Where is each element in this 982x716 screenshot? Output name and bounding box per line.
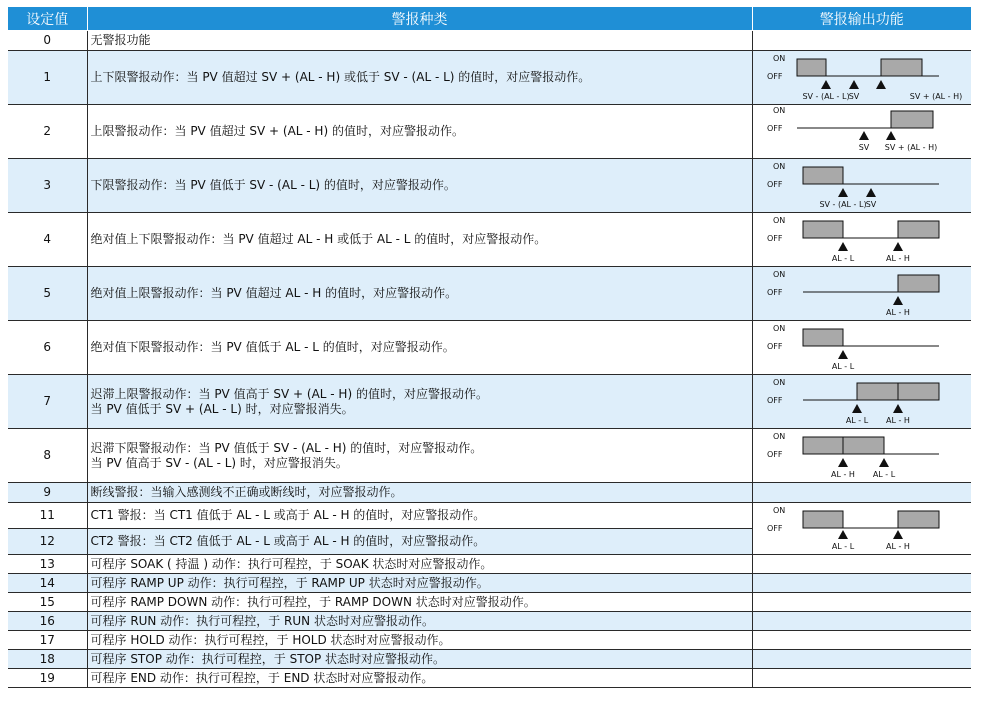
threshold-arrow-icon xyxy=(893,242,903,251)
alarm-output-function-cell xyxy=(752,555,971,574)
threshold-arrow-icon xyxy=(859,131,869,140)
on-state-block xyxy=(881,59,922,76)
alarm-output-function-cell xyxy=(752,375,971,429)
on-state-block xyxy=(803,511,843,528)
threshold-arrow-icon xyxy=(849,80,859,89)
off-label: OFF xyxy=(766,396,782,405)
setting-value-cell: 16 xyxy=(8,612,87,631)
table-row xyxy=(8,321,971,375)
alarm-output-diagram xyxy=(753,105,972,158)
table-row xyxy=(8,669,971,688)
alarm-description-line: 可程序 STOP 动作：执行可程控，于 STOP 状态时对应警报动作。 xyxy=(90,651,446,666)
threshold-label: SV - (AL - L) xyxy=(818,200,867,209)
alarm-description-line: 上下限警报动作：当 PV 值超过 SV + (AL - H) 或低于 SV - (AL - L) 的值时，对应警报动作。 xyxy=(90,70,591,84)
alarm-description-line: 可程序 RAMP DOWN 动作：执行可程控，于 RAMP DOWN 状态时对应警报动作。 xyxy=(90,594,536,609)
setting-value-cell: 5 xyxy=(8,267,87,321)
setting-value-cell: 8 xyxy=(8,429,87,483)
threshold-arrow-icon xyxy=(893,530,903,539)
threshold-arrow-icon xyxy=(821,80,831,89)
threshold-arrow-icon xyxy=(852,404,862,413)
on-label: ON xyxy=(772,432,785,441)
threshold-label: SV xyxy=(865,200,876,209)
header-alarm-type: 警报种类 xyxy=(87,7,752,31)
alarm-output-function-cell xyxy=(752,429,971,483)
threshold-label: SV - (AL - L) xyxy=(801,92,850,101)
alarm-type-cell xyxy=(87,51,752,105)
threshold-label: AL - L xyxy=(831,362,854,371)
table-row xyxy=(8,650,971,669)
alarm-table xyxy=(8,7,971,688)
alarm-output-function-cell xyxy=(752,105,971,159)
alarm-type-cell xyxy=(87,631,752,650)
threshold-label: AL - H xyxy=(885,308,910,317)
alarm-output-function-cell xyxy=(752,669,971,688)
on-state-block xyxy=(803,329,843,346)
table-row xyxy=(8,159,971,213)
table-row xyxy=(8,51,971,105)
threshold-label: SV xyxy=(858,143,869,152)
setting-value-cell: 14 xyxy=(8,574,87,593)
alarm-type-cell xyxy=(87,31,752,51)
threshold-arrow-icon xyxy=(879,458,889,467)
alarm-output-function-cell xyxy=(752,31,971,51)
alarm-type-cell xyxy=(87,650,752,669)
threshold-label: AL - L xyxy=(831,254,854,263)
alarm-output-function-cell xyxy=(752,650,971,669)
alarm-output-diagram xyxy=(753,429,972,482)
table-row xyxy=(8,631,971,650)
threshold-label: SV + (AL - H) xyxy=(909,92,962,101)
threshold-label: AL - H xyxy=(885,416,910,425)
table-row xyxy=(8,483,971,503)
off-label: OFF xyxy=(766,234,782,243)
threshold-arrow-icon xyxy=(893,404,903,413)
threshold-arrow-icon xyxy=(838,188,848,197)
on-label: ON xyxy=(772,216,785,225)
setting-value-cell: 12 xyxy=(8,529,87,555)
header-setting-value: 设定值 xyxy=(8,7,87,31)
threshold-arrow-icon xyxy=(838,530,848,539)
setting-value-cell: 18 xyxy=(8,650,87,669)
alarm-description-line: 断线警报：当输入感测线不正确或断线时，对应警报动作。 xyxy=(90,485,403,499)
alarm-type-cell xyxy=(87,267,752,321)
setting-value-cell: 19 xyxy=(8,669,87,688)
alarm-description-line: 绝对值上限警报动作：当 PV 值超过 AL - H 的值时，对应警报动作。 xyxy=(90,286,458,300)
alarm-output-diagram xyxy=(753,321,972,374)
threshold-arrow-icon xyxy=(876,80,886,89)
setting-value-cell: 17 xyxy=(8,631,87,650)
alarm-output-function-cell xyxy=(752,612,971,631)
alarm-output-diagram xyxy=(753,159,972,212)
on-state-block xyxy=(898,511,939,528)
alarm-output-diagram xyxy=(753,267,972,320)
alarm-type-cell xyxy=(87,574,752,593)
setting-value-cell: 1 xyxy=(8,51,87,105)
on-state-block xyxy=(898,221,939,238)
threshold-arrow-icon xyxy=(838,458,848,467)
alarm-type-cell xyxy=(87,529,752,555)
alarm-type-cell xyxy=(87,555,752,574)
alarm-output-function-cell xyxy=(752,159,971,213)
alarm-type-cell xyxy=(87,105,752,159)
table-row xyxy=(8,612,971,631)
header-alarm-output-function: 警报输出功能 xyxy=(752,7,971,31)
alarm-output-function-cell xyxy=(752,574,971,593)
table-header-row xyxy=(8,7,971,31)
on-state-block xyxy=(803,167,843,184)
threshold-arrow-icon xyxy=(838,350,848,359)
setting-value-cell: 2 xyxy=(8,105,87,159)
on-label: ON xyxy=(772,54,785,63)
alarm-output-function-cell xyxy=(752,267,971,321)
on-label: ON xyxy=(772,106,785,115)
alarm-description-line: 上限警报动作：当 PV 值超过 SV + (AL - H) 的值时，对应警报动作。 xyxy=(90,124,464,138)
threshold-label: SV xyxy=(848,92,859,101)
threshold-arrow-icon xyxy=(893,296,903,305)
threshold-label: AL - H xyxy=(885,542,910,551)
alarm-description-line: 绝对值下限警报动作：当 PV 值低于 AL - L 的值时，对应警报动作。 xyxy=(90,340,455,354)
setting-value-cell: 4 xyxy=(8,213,87,267)
on-label: ON xyxy=(772,506,785,515)
alarm-type-cell xyxy=(87,483,752,503)
threshold-arrow-icon xyxy=(886,131,896,140)
table-row xyxy=(8,267,971,321)
threshold-label: SV + (AL - H) xyxy=(884,143,937,152)
alarm-output-function-cell xyxy=(752,213,971,267)
setting-value-cell: 9 xyxy=(8,483,87,503)
off-label: OFF xyxy=(766,288,782,297)
setting-value-cell: 7 xyxy=(8,375,87,429)
alarm-description-line: 迟滞上限警报动作：当 PV 值高于 SV + (AL - H) 的值时，对应警报动作。 xyxy=(90,386,488,401)
alarm-description-line: CT1 警报：当 CT1 值低于 AL - L 或高于 AL - H 的值时，对应警报动作。 xyxy=(90,508,486,522)
threshold-label: AL - L xyxy=(872,470,895,479)
threshold-label: AL - L xyxy=(831,542,854,551)
alarm-description-line: 可程序 RUN 动作：执行可程控，于 RUN 状态时对应警报动作。 xyxy=(90,613,434,628)
off-label: OFF xyxy=(766,524,782,533)
alarm-output-function-cell xyxy=(752,593,971,612)
threshold-arrow-icon xyxy=(866,188,876,197)
setting-value-cell: 13 xyxy=(8,555,87,574)
table-row xyxy=(8,213,971,267)
table-row xyxy=(8,429,971,483)
alarm-output-diagram xyxy=(753,213,972,266)
setting-value-cell: 0 xyxy=(8,31,87,51)
alarm-type-cell xyxy=(87,503,752,529)
alarm-description-line: 可程序 RAMP UP 动作：执行可程控，于 RAMP UP 状态时对应警报动作。 xyxy=(90,575,489,590)
threshold-arrow-icon xyxy=(838,242,848,251)
alarm-output-function-cell xyxy=(752,503,971,555)
table-row xyxy=(8,593,971,612)
alarm-type-cell xyxy=(87,669,752,688)
alarm-type-cell xyxy=(87,429,752,483)
table-body xyxy=(8,31,971,688)
on-label: ON xyxy=(772,324,785,333)
table-row xyxy=(8,574,971,593)
alarm-type-cell xyxy=(87,375,752,429)
table-row xyxy=(8,503,971,529)
table-row xyxy=(8,31,971,51)
alarm-description-line: CT2 警报：当 CT2 值低于 AL - L 或高于 AL - H 的值时，对应警报动作。 xyxy=(90,534,486,548)
threshold-label: AL - L xyxy=(845,416,868,425)
off-label: OFF xyxy=(766,124,782,133)
off-label: OFF xyxy=(766,450,782,459)
setting-value-cell: 3 xyxy=(8,159,87,213)
table-row xyxy=(8,105,971,159)
alarm-output-diagram xyxy=(753,375,972,428)
alarm-description-line: 绝对值上下限警报动作：当 PV 值超过 AL - H 或低于 AL - L 的值时，对应警报动作。 xyxy=(90,232,547,246)
on-state-block xyxy=(898,275,939,292)
alarm-description-line: 可程序 SOAK ( 持温 ) 动作：执行可程控，于 SOAK 状态时对应警报动作。 xyxy=(90,556,493,571)
off-label: OFF xyxy=(766,180,782,189)
setting-value-cell: 15 xyxy=(8,593,87,612)
alarm-type-cell xyxy=(87,593,752,612)
on-state-block xyxy=(797,59,826,76)
setting-value-cell: 11 xyxy=(8,503,87,529)
table-row xyxy=(8,375,971,429)
threshold-label: AL - H xyxy=(885,254,910,263)
alarm-output-diagram xyxy=(753,503,972,554)
on-label: ON xyxy=(772,270,785,279)
alarm-output-function-cell xyxy=(752,51,971,105)
alarm-output-function-cell xyxy=(752,321,971,375)
on-label: ON xyxy=(772,162,785,171)
off-label: OFF xyxy=(766,342,782,351)
alarm-description-line: 可程序 END 动作：执行可程控，于 END 状态时对应警报动作。 xyxy=(90,670,434,685)
alarm-type-cell xyxy=(87,321,752,375)
alarm-type-cell xyxy=(87,213,752,267)
alarm-output-diagram xyxy=(753,51,972,104)
table-row xyxy=(8,555,971,574)
on-state-block xyxy=(891,111,933,128)
alarm-type-cell xyxy=(87,159,752,213)
alarm-description-line: 当 PV 值低于 SV + (AL - L) 时，对应警报消失。 xyxy=(90,401,354,416)
on-label: ON xyxy=(772,378,785,387)
alarm-description-line: 当 PV 值高于 SV - (AL - L) 时，对应警报消失。 xyxy=(90,455,348,470)
setting-value-cell: 6 xyxy=(8,321,87,375)
alarm-output-function-cell xyxy=(752,631,971,650)
alarm-type-cell xyxy=(87,612,752,631)
alarm-description-line: 无警报功能 xyxy=(90,33,151,47)
off-label: OFF xyxy=(766,72,782,81)
threshold-label: AL - H xyxy=(830,470,855,479)
alarm-description-line: 下限警报动作：当 PV 值低于 SV - (AL - L) 的值时，对应警报动作。 xyxy=(90,178,456,192)
on-state-block xyxy=(803,221,843,238)
alarm-description-line: 迟滞下限警报动作：当 PV 值低于 SV - (AL - H) 的值时，对应警报动作。 xyxy=(90,440,483,455)
alarm-description-line: 可程序 HOLD 动作：执行可程控，于 HOLD 状态时对应警报动作。 xyxy=(90,632,451,647)
alarm-output-function-cell xyxy=(752,483,971,503)
